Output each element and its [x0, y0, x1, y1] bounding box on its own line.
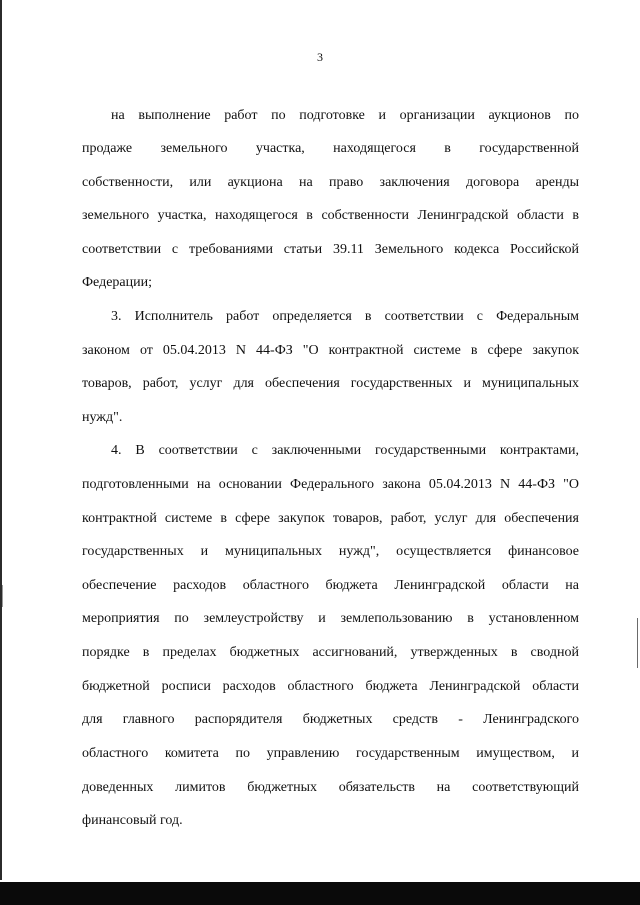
text-line: бюджетной росписи расходов областного бюджета Ленинградской области: [82, 679, 579, 694]
text-line: товаров, работ, услуг для обеспечения государственных и муниципальных: [82, 376, 579, 391]
text-line: законом от 05.04.2013 N 44-ФЗ "О контрактной системе в сфере закупок: [82, 343, 579, 358]
text-line: собственности, или аукциона на право заключения договора аренды: [82, 175, 579, 190]
scan-left-mark: [2, 585, 3, 607]
text-line: земельного участка, находящегося в собственности Ленинградской области в: [82, 208, 579, 223]
page-number: 3: [317, 50, 323, 64]
text-line: соответствии с требованиями статьи 39.11 Земельного кодекса Российской: [82, 242, 579, 257]
text-line: контрактной системе в сфере закупок товаров, работ, услуг для обеспечения: [82, 511, 579, 526]
scan-left-edge: [0, 0, 2, 880]
text-line: подготовленными на основании Федерального закона 05.04.2013 N 44-ФЗ "О: [82, 477, 579, 492]
text-line: мероприятия по землеустройству и землепользованию в установленном: [82, 611, 579, 626]
text-line: порядке в пределах бюджетных ассигнований, утвержденных в сводной: [82, 645, 579, 660]
text-line: финансовый год.: [82, 813, 183, 828]
scan-bottom-band: [0, 882, 640, 905]
text-line: 3. Исполнитель работ определяется в соответствии с Федеральным: [111, 309, 579, 324]
text-line: Федерации;: [82, 275, 153, 290]
text-line: для главного распорядителя бюджетных средств - Ленинградского: [82, 712, 579, 727]
text-line: нужд".: [82, 410, 123, 425]
text-line: обеспечение расходов областного бюджета Ленинградской области на: [82, 578, 579, 593]
text-line: государственных и муниципальных нужд", осуществляется финансовое: [82, 544, 579, 559]
text-line: продаже земельного участка, находящегося в государственной: [82, 141, 579, 156]
text-line: 4. В соответствии с заключенными государственными контрактами,: [111, 443, 579, 458]
text-line: доведенных лимитов бюджетных обязательств на соответствующий: [82, 780, 579, 795]
text-line: на выполнение работ по подготовке и организации аукционов по: [111, 108, 579, 123]
scan-right-mark: [637, 618, 638, 668]
text-line: областного комитета по управлению государственным имуществом, и: [82, 746, 579, 761]
